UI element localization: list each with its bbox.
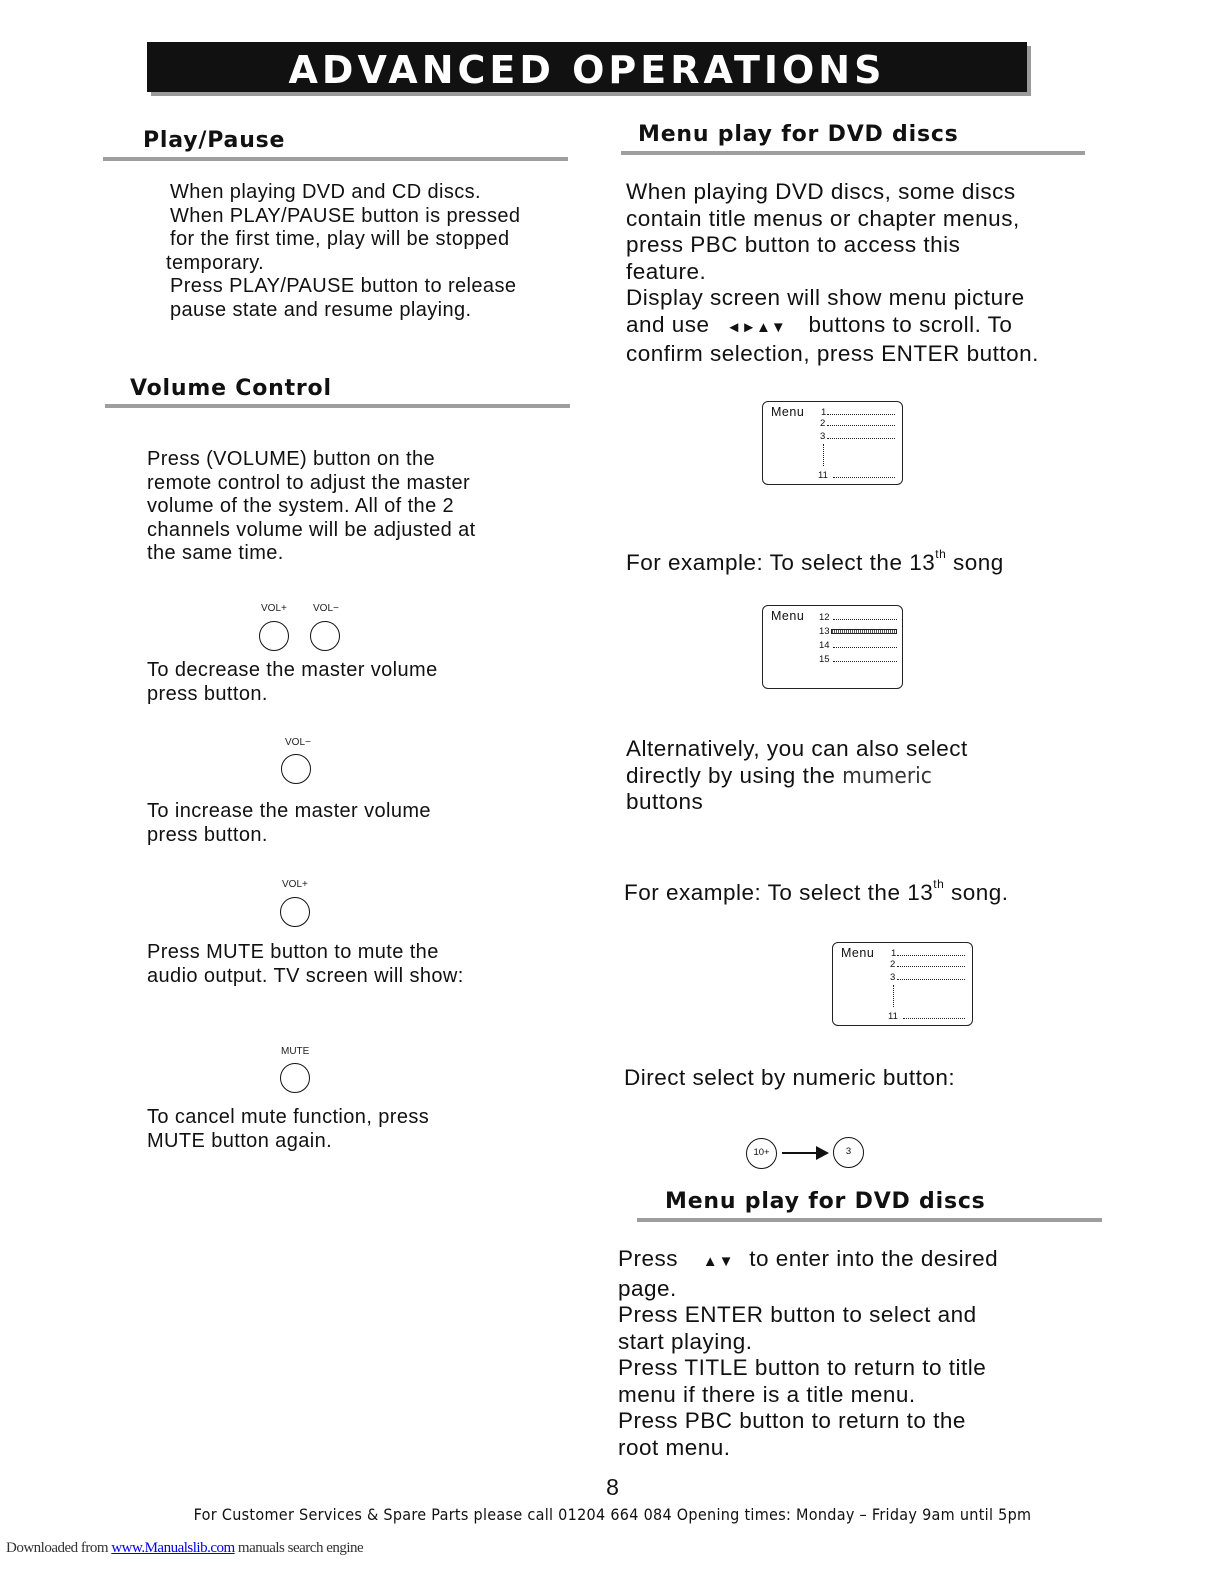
text-line: Press TITLE button to return to title bbox=[618, 1355, 987, 1380]
text-line: When playing DVD and CD discs. bbox=[170, 181, 482, 203]
button-label: 10+ bbox=[753, 1147, 770, 1158]
page-title: ADVANCED OPERATIONS bbox=[288, 48, 886, 92]
volume-intro-text bbox=[147, 448, 476, 566]
play-pause-heading: Play/Pause bbox=[143, 128, 286, 153]
up-down-arrows-icon: ▲▼ bbox=[702, 1253, 735, 1270]
text-line: temporary. bbox=[166, 251, 265, 274]
text-span: directly by using the bbox=[626, 762, 836, 788]
menu-screen-diagram bbox=[762, 605, 903, 689]
menu-row-number: 12 bbox=[819, 612, 830, 623]
text-line: the same time. bbox=[147, 542, 284, 565]
menu-play-heading-2: Menu play for DVD discs bbox=[665, 1189, 986, 1214]
menu-screen-diagram bbox=[832, 942, 973, 1026]
text-line: Display screen will show menu picture bbox=[626, 285, 1025, 310]
volume-heading: Volume Control bbox=[130, 376, 332, 401]
text-line: Press (VOLUME) button on the bbox=[147, 448, 435, 470]
manualslib-link[interactable]: www.Manualslib.com bbox=[111, 1540, 235, 1556]
vol-minus-button-icon bbox=[310, 621, 340, 651]
decrease-text bbox=[147, 659, 438, 706]
menu-screen-diagram bbox=[762, 401, 903, 485]
text-line: buttons bbox=[626, 789, 704, 814]
vol-minus-label: VOL− bbox=[313, 603, 339, 614]
menu-screen-title: Menu bbox=[771, 405, 805, 419]
text-line: Press MUTE button to mute the bbox=[147, 941, 439, 963]
text-line: To cancel mute function, press bbox=[147, 1106, 430, 1128]
increase-text bbox=[147, 800, 431, 847]
menu-row-number: 3 bbox=[890, 972, 896, 983]
superscript: th bbox=[933, 877, 945, 891]
text-line: Alternatively, you can also select bbox=[626, 736, 968, 761]
text-line: root menu. bbox=[618, 1434, 731, 1460]
text-line: page. bbox=[618, 1275, 677, 1301]
arrow-head-icon bbox=[816, 1146, 829, 1160]
menu-play-rule-2 bbox=[637, 1218, 1102, 1222]
menu-row-number: 1 bbox=[821, 407, 827, 418]
scroll-text-b: buttons to scroll. To bbox=[808, 311, 1013, 337]
example-text: song bbox=[946, 550, 1004, 575]
text-line: channels volume will be adjusted at bbox=[147, 518, 476, 541]
vol-plus-button-icon bbox=[259, 621, 289, 651]
text-line: To increase the master volume bbox=[147, 800, 431, 822]
menu-screen-title: Menu bbox=[841, 946, 875, 960]
button-label: 3 bbox=[845, 1146, 852, 1157]
text-line: feature. bbox=[626, 258, 707, 284]
text-span: to enter into the desired bbox=[749, 1246, 999, 1271]
dotted-line bbox=[897, 979, 965, 980]
menu-row-number: 1 bbox=[891, 948, 897, 959]
direct-select-text: Direct select by numeric button: bbox=[624, 1065, 956, 1090]
text-line: for the first time, play will be stopped bbox=[170, 228, 510, 251]
text-line: menu if there is a title menu. bbox=[618, 1381, 916, 1407]
page-number: 8 bbox=[606, 1474, 619, 1500]
text-line: contain title menus or chapter menus, bbox=[626, 205, 1020, 231]
arrow-line-icon bbox=[782, 1152, 818, 1154]
example-text: For example: To select the 13 bbox=[624, 880, 934, 905]
menu-row-number: 2 bbox=[820, 418, 826, 429]
text-line: press PBC button to access this bbox=[626, 232, 961, 257]
play-pause-text bbox=[166, 181, 521, 323]
menu-play-instructions bbox=[618, 1246, 998, 1461]
menu-screen-title: Menu bbox=[771, 609, 805, 623]
dotted-line bbox=[833, 477, 895, 478]
title-banner bbox=[147, 42, 1027, 92]
text-line: When playing DVD discs, some discs bbox=[626, 179, 1016, 204]
text-line: remote control to adjust the master bbox=[147, 471, 471, 494]
example-13th-song-text bbox=[624, 877, 1009, 910]
menu-row-number: 11 bbox=[818, 470, 828, 481]
text-line: Press PLAY/PAUSE button to release bbox=[170, 275, 517, 298]
arrow-keys-icon: ◄►▲▼ bbox=[726, 318, 786, 336]
example-text: song. bbox=[944, 880, 1009, 905]
example-text: For example: To select the 13 bbox=[626, 550, 936, 575]
vertical-dotted-line bbox=[823, 444, 824, 466]
mute-text bbox=[147, 941, 464, 988]
text-line bbox=[626, 763, 968, 790]
text-line: press button. bbox=[147, 823, 268, 846]
dotted-line bbox=[897, 966, 965, 967]
selected-row-highlight bbox=[831, 629, 897, 634]
text-line: audio output. TV screen will show: bbox=[147, 964, 464, 987]
download-credit bbox=[6, 1540, 363, 1557]
dotted-line bbox=[827, 438, 895, 439]
mute-button-icon bbox=[280, 1063, 310, 1093]
footer-text: For Customer Services & Spare Parts please call 01204 664 084 Opening times: Monday – Friday 9am until 5pm bbox=[193, 1505, 1032, 1524]
menu-play-heading: Menu play for DVD discs bbox=[638, 122, 959, 147]
dotted-line bbox=[903, 1018, 965, 1019]
menu-row-number: 15 bbox=[819, 654, 830, 665]
download-prefix: Downloaded from bbox=[6, 1540, 112, 1556]
text-line: press button. bbox=[147, 682, 268, 705]
menu-row-number: 14 bbox=[819, 640, 830, 651]
superscript: th bbox=[935, 547, 947, 561]
menu-play-intro bbox=[626, 179, 1039, 368]
alternative-select-text bbox=[626, 736, 968, 816]
menu-row-number: 3 bbox=[820, 431, 826, 442]
text-line bbox=[618, 1246, 998, 1276]
text-line: volume of the system. All of the 2 bbox=[147, 495, 455, 518]
text-span: Press bbox=[618, 1246, 679, 1271]
vol-plus-button-icon bbox=[280, 897, 310, 927]
dotted-line bbox=[827, 425, 895, 426]
dotted-line bbox=[833, 619, 897, 620]
text-line: MUTE button again. bbox=[147, 1129, 333, 1152]
download-suffix: manuals search engine bbox=[234, 1540, 364, 1556]
text-line bbox=[626, 312, 1039, 342]
volume-rule bbox=[105, 404, 570, 408]
ten-plus-button-icon bbox=[746, 1138, 777, 1169]
text-line: Press ENTER button to select and bbox=[618, 1302, 977, 1327]
menu-row-number: 13 bbox=[819, 626, 830, 637]
vol-plus-label: VOL+ bbox=[261, 603, 287, 614]
text-line: start playing. bbox=[618, 1328, 753, 1354]
number-three-button-icon bbox=[833, 1137, 864, 1168]
text-span: mumeric bbox=[842, 762, 932, 789]
text-line: confirm selection, press ENTER button. bbox=[626, 341, 1039, 366]
dotted-line bbox=[827, 414, 895, 415]
play-pause-rule bbox=[103, 157, 568, 161]
vol-plus-label: VOL+ bbox=[282, 879, 308, 890]
mute-label: MUTE bbox=[281, 1046, 310, 1057]
dotted-line bbox=[897, 955, 965, 956]
scroll-text-a: and use bbox=[626, 311, 710, 337]
dotted-line bbox=[833, 661, 897, 662]
text-line: When PLAY/PAUSE button is pressed bbox=[170, 204, 521, 227]
text-line: Press PBC button to return to the bbox=[618, 1408, 966, 1433]
text-line: pause state and resume playing. bbox=[170, 298, 472, 321]
menu-row-number: 11 bbox=[888, 1011, 898, 1022]
example-13th-song-text bbox=[626, 547, 1004, 580]
menu-play-rule bbox=[621, 151, 1085, 155]
vertical-dotted-line bbox=[893, 985, 894, 1007]
text-line: To decrease the master volume bbox=[147, 659, 438, 681]
cancel-mute-text bbox=[147, 1106, 429, 1153]
dotted-line bbox=[833, 647, 897, 648]
vol-minus-button-icon bbox=[281, 754, 311, 784]
vol-minus-label: VOL− bbox=[285, 737, 311, 748]
menu-row-number: 2 bbox=[890, 959, 896, 970]
